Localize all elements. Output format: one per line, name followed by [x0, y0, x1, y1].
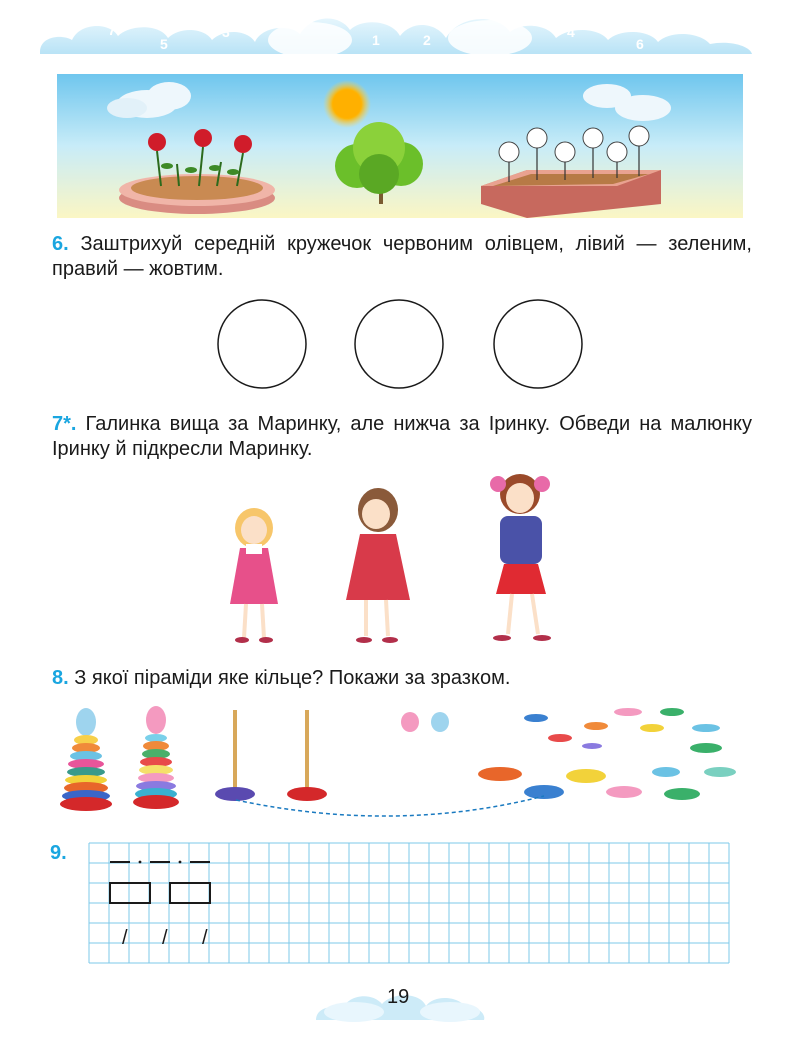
task-9-grid[interactable]: [88, 842, 740, 966]
header-number-row: [0, 0, 800, 70]
dot: [179, 861, 182, 864]
header-number: 3: [222, 24, 230, 40]
task-6-text: Заштрихуй середній кружечок червоним олівцем, лівий — зеленим, правий — жовтим.: [52, 233, 752, 280]
slash-mark: /: [162, 927, 168, 949]
example-dashed-link: [236, 796, 544, 816]
task-8-pyramids: [56, 700, 746, 826]
task-8-instruction: [52, 666, 752, 691]
task-6-number: 6.: [52, 233, 69, 255]
task-7-number: 7*.: [52, 413, 77, 435]
loose-rings[interactable]: [478, 708, 736, 800]
tall-girl[interactable]: [490, 474, 551, 641]
slash-mark: /: [202, 927, 208, 949]
pink-pyramid-top[interactable]: [401, 712, 419, 732]
pole-with-blue-base[interactable]: [215, 710, 255, 801]
pole-with-red-base[interactable]: [287, 710, 327, 801]
middle-girl[interactable]: [346, 488, 410, 643]
blue-pyramid-top[interactable]: [431, 712, 449, 732]
middle-circle[interactable]: [355, 300, 443, 388]
task-7-girls: [220, 470, 570, 652]
task-8-text: З якої піраміди яке кільце? Покажи за зразком.: [74, 667, 511, 689]
rectangle-pattern: [170, 883, 210, 903]
sun-core: [333, 90, 361, 118]
task-7-instruction: [52, 412, 752, 462]
garden-illustration: [57, 74, 743, 218]
header-number: 8: [692, 22, 700, 38]
page-number: 19: [387, 986, 410, 1008]
header-number: 7: [108, 22, 116, 38]
header-number: 1: [372, 32, 380, 48]
task-6-instruction: [52, 232, 752, 282]
header-number: 0: [397, 16, 405, 32]
slash-mark: /: [122, 927, 128, 949]
task-7-text: Галинка вища за Маринку, але нижча за Іринку. Обведи на малюнку Іринку й підкресли Маринку.: [52, 413, 753, 460]
short-girl[interactable]: [230, 508, 278, 643]
dot: [139, 861, 142, 864]
header-number: 2: [423, 32, 431, 48]
rectangle-pattern: [110, 883, 150, 903]
task-6-circles: [210, 298, 590, 394]
header-number: 5: [160, 36, 168, 52]
ring-pyramid-2[interactable]: [133, 706, 179, 809]
left-circle[interactable]: [218, 300, 306, 388]
task-9-number: 9.: [50, 842, 67, 864]
ring-pyramid-1[interactable]: [60, 708, 112, 811]
right-circle[interactable]: [494, 300, 582, 388]
header-number: 6: [636, 36, 644, 52]
task-8-number: 8.: [52, 667, 69, 689]
header-number: 4: [567, 24, 575, 40]
